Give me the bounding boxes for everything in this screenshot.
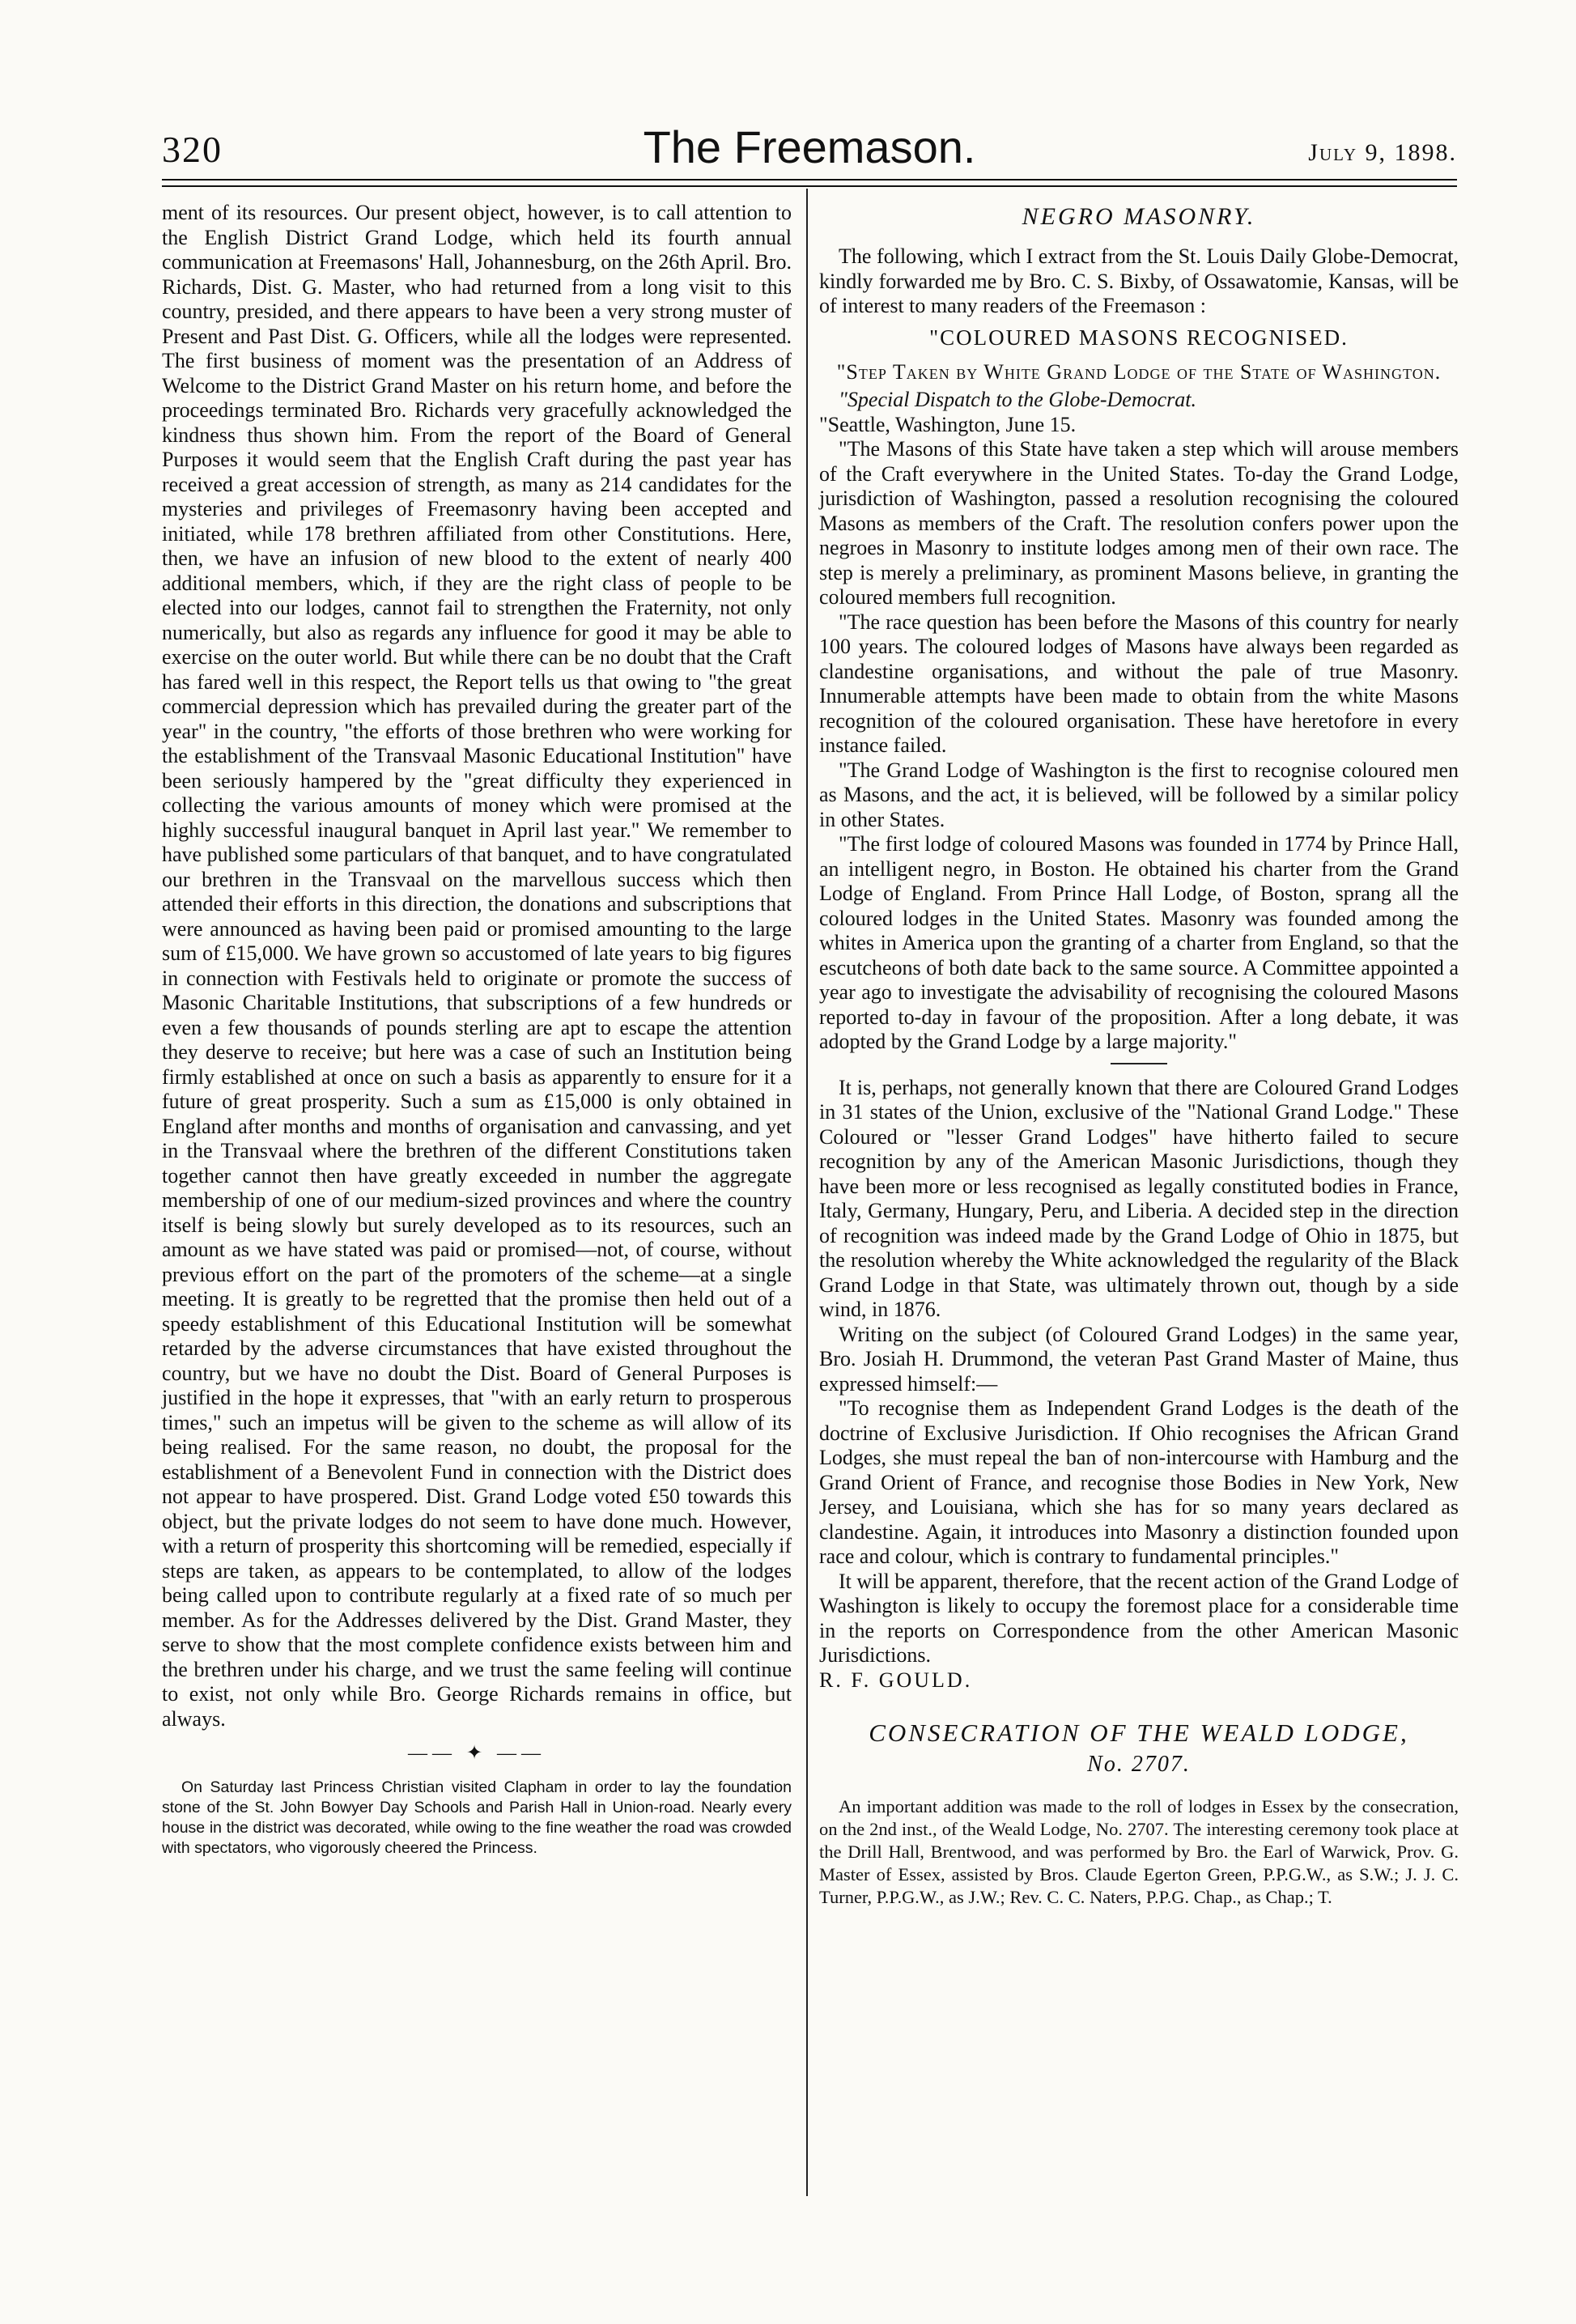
author-signature: R. F. GOULD. xyxy=(819,1668,973,1692)
header-rule xyxy=(162,179,1457,181)
article-title: NEGRO MASONRY. xyxy=(1022,203,1256,230)
commentary-paragraph: It is, perhaps, not generally known that there are Coloured Grand Lodges in 31 states of the Union, exclusive of the "National Grand Lodge." These Coloured or "lesser Grand Lodges" have hitherto failed to secure recognition by any of the American Masonic Jurisdictions, though they have been more or less recognised as legally constituted bodies in France, Italy, Germany, Hungary, Peru, and Liberia. A decided step in the direction of recognition was indeed made by the Grand Lodge of Ohio in 1875, but the resolution whereby the White acknowledged the regularity of the Black Grand Lodge in that State, was ultimately thrown out, though by a side wind, in 1876. xyxy=(819,1075,1459,1321)
quote-paragraph: "The race question has been before the Masons of this country for nearly 100 years. The coloured lodges of Masons have always been regarded as clandestine organisations, and without the pale of true Masonry. Innumerable attempts have been made to obtain from the white Masons recognition of the coloured organisation. These have heretofore in every instance failed. xyxy=(819,610,1459,757)
dateline: "Seattle, Washington, June 15. xyxy=(819,412,1077,436)
news-note: On Saturday last Princess Christian visited Clapham in order to lay the foundation stone of the St. John Bowyer Day Schools and Parish Hall in Union-road. Nearly every house in the district was decorated, while owing to the fine weather the road was crowded with spectators, who vigorously cheered the Princess. xyxy=(162,1778,792,1857)
quote-paragraph: "The Masons of this State have taken a step which will arouse members of the Craft everywhere in the United States. To-day the Grand Lodge, jurisdiction of Washington, passed a resolution recognising the coloured Masons as members of the Craft. The resolution confers power upon the negroes in Masonry to institute lodges among men of their own race. The step is merely a preliminary, as prominent Masons believe, in granting the coloured members full recognition. xyxy=(819,437,1459,609)
consecration-title: CONSECRATION OF THE WEALD LODGE, xyxy=(869,1719,1409,1747)
consecration-text: An important addition was made to the roll of lodges in Essex by the consecration, on the 2nd inst., of the Weald Lodge, No. 2707. The interesting ceremony took place at the Drill Hall, Brentwood, and was performed by Bro. the Earl of Warwick, Prov. G. Master of Essex, assisted by Bros. Claude Egerton Green, P.P.G.W., as S.W.; J. J. C. Turner, P.P.G.W., as J.W.; Rev. C. C. Naters, P.P.G. Chap., as Chap.; T. xyxy=(819,1795,1459,1907)
masthead: The Freemason. xyxy=(643,121,976,172)
column-divider xyxy=(806,189,808,2196)
dispatch-line: "Special Dispatch to the Globe-Democrat. xyxy=(839,388,1196,411)
short-rule xyxy=(1111,1063,1167,1064)
commentary-paragraph: "To recognise them as Independent Grand Lodges is the death of the doctrine of Exclusive Jurisdiction. If Ohio recognises the African Grand Lodges, she must repeal the ban of non-intercourse with Hamburg and the Grand Orient of France, and recognise those Bodies in New York, New Jersey, and Louisiana, which she has for so many years declared as clandestine. Again, it introduces into Masonry a distinction founded upon race and colour, which is contrary to fundamental principles." xyxy=(819,1396,1459,1568)
header-rule-double xyxy=(162,185,1457,187)
commentary-paragraph: Writing on the subject (of Coloured Grand Lodges) in the same year, Bro. Josiah H. Drummond, the veteran Past Grand Master of Maine, thus expressed himself:— xyxy=(819,1322,1459,1396)
section-ornament: —— ✦ —— xyxy=(407,1743,546,1764)
lodge-number: No. 2707. xyxy=(1087,1752,1191,1777)
quote-heading: "COLOURED MASONS RECOGNISED. xyxy=(929,325,1349,350)
quote-subheading: "Step Taken by White Grand Lodge of the State of Washington. xyxy=(836,360,1442,384)
right-column xyxy=(819,201,1459,1909)
issue-date: July 9, 1898. xyxy=(1308,139,1457,166)
editorial-text: ment of its resources. Our present object, however, is to call attention to the English District Grand Lodge, which held its fourth annual communication at Freemasons' Hall, Johannesburg, on the 26th April. Bro. Richards, Dist. G. Master, who had returned from a long visit to this country, presided, and there appears to have been a very strong muster of Present and Past Dist. G. Officers, while all the lodges were represented. The first business of moment was the presentation of an Address of Welcome to the District Grand Master on his return home, and before the proceedings terminated Bro. Richards very gracefully acknowledged the kindness thus shown him. From the report of the Board of General Purposes it would seem that the English Craft during the past year has received a great accession of strength, as many as 214 candidates for the mysteries and privileges of Freemasonry having been accepted and initiated, while 178 brethren affiliated from other Constitutions. Here, then, we have an infusion of new blood to the extent of nearly 400 additional members, which, if they are the right class of people to be elected into our lodges, cannot fail to strengthen the Fraternity, not only numerically, but also as regards any influence for good it may be able to exercise on the outer world. But while there can be no doubt that the Craft has fared well in this respect, the Report tells us that owing to "the great commercial depression which has prevailed during the greater part of the year" in the country, "the efforts of those brethren who were working for the establishment of the Transvaal Masonic Educational Institution" have been seriously hampered by the "great difficulty they experienced in collecting the various amounts of money which were promised at the highly successful inaugural banquet in April last year." We remember to have published some particulars of that banquet, and to have congratulated our brethren in the Transvaal on the marvellous success which then attended their efforts in this direction, the donations and subscriptions that were announced as having been paid or promised amounting to the large sum of £15,000. We have grown so accustomed of late years to big figures in connection with Festivals held to originate or promote the success of Masonic Charitable Institutions, that subscriptions of a few hundreds or even a few thousands of pounds sterling are apt to escape the attention they deserve to receive; but here was a case of such an Institution being firmly established at once on such a basis as apparently to ensure for it a future of great prosperity. Such a sum as £15,000 is only obtained in England after months and months of organisation and canvassing, and yet in the Transvaal where the brethren of the different Constitutions taken together cannot then have greatly exceeded in number the aggregate membership of one of our medium-sized provinces and where the country itself is being slowly but surely developed as to its resources, such an amount as we have stated was paid or promised—not, of course, without previous effort on the part of the promoters of the scheme—at a single meeting. It is greatly to be regretted that the promise then held out of a speedy establishment of this Educational Institution will be somewhat retarded by the adverse circumstances that have existed throughout the country, but we have no doubt the Dist. Board of General Purposes is justified in the hope it expresses, that "with an early return to prosperous times," such an impetus will be given to the scheme as will allow of its being realised. For the same reason, no doubt, the proposal for the establishment of a Benevolent Fund in connection with the District does not appear to have prospered. Dist. Grand Lodge voted £50 towards this object, but the private lodges do not seem to have done much. However, with a return of prosperity this shortcoming will be remedied, especially if steps are taken, as appears to be contemplated, to allow of the lodges being called upon to contribute regularly at a fixed rate of so much per member. As for the Addresses delivered by the Dist. Grand Master, they serve to show that the most complete confidence exists between him and the brethren under his charge, and we trust the same feeling will continue to exist, not only while Bro. George Richards remains in office, but always. xyxy=(162,201,792,1731)
page-number: 320 xyxy=(162,129,223,170)
left-column xyxy=(162,201,792,1859)
article-intro: The following, which I extract from the St. Louis Daily Globe-Democrat, kindly forwarded me by Bro. C. S. Bixby, of Ossawatomie, Kansas, will be of interest to many readers of the Freemason : xyxy=(819,244,1459,317)
quote-paragraph: "The first lodge of coloured Masons was founded in 1774 by Prince Hall, an intelligent negro, in Boston. He obtained his charter from the Grand Lodge of England. From Prince Hall Lodge, of Boston, sprang all the coloured lodges in the United States. Masonry was founded among the whites in America upon the granting of a charter from England, so that the escutcheons of both date back to the same source. A Committee appointed a year ago to investigate the advisability of recognising the coloured Masons reported to-day in favour of the proposition. After a long debate, it was adopted by the Grand Lodge by a large majority." xyxy=(819,832,1459,1053)
commentary-paragraph: It will be apparent, therefore, that the recent action of the Grand Lodge of Washington is likely to occupy the foremost place for a considerable time in the reports on Correspondence from the other American Masonic Jurisdictions. xyxy=(819,1569,1459,1667)
page-header xyxy=(162,121,1457,178)
quote-paragraph: "The Grand Lodge of Washington is the first to recognise coloured men as Masons, and the act, it is believed, will be followed by a similar policy in other States. xyxy=(819,758,1459,831)
